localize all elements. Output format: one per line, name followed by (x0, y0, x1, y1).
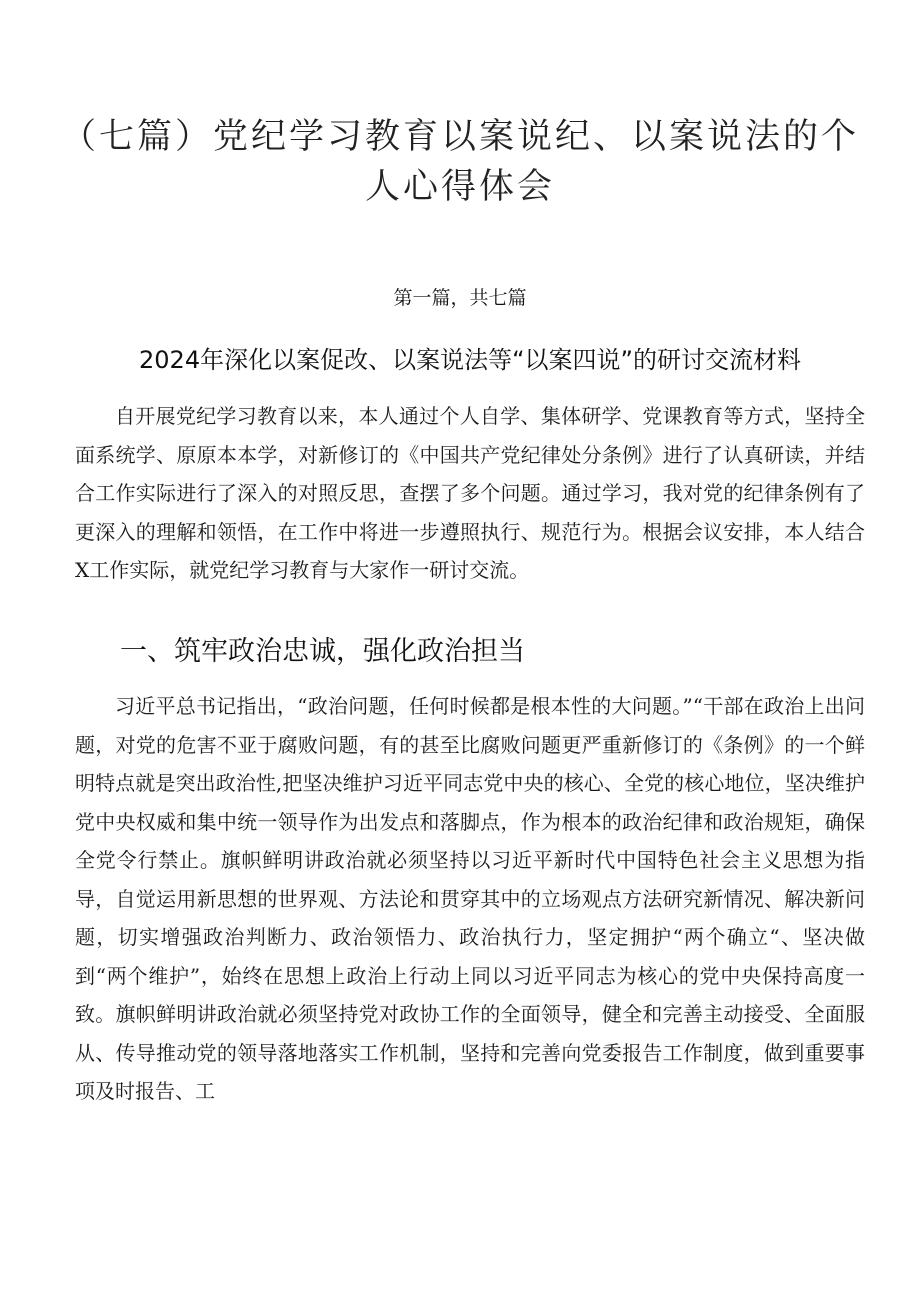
part-label: 第一篇，共七篇 (393, 287, 527, 309)
document-subtitle: 2024年深化以案促改、以案说法等“以案四说”的研讨交流材料 (139, 346, 801, 374)
section-paragraph: 习近平总书记指出，“政治问题，任何时候都是根本性的大问题。”“干部在政治上出问题，对党的危害不亚于腐败问题，有的甚至比腐败问题更严重新修订的《条例》的一个鲜明特点就是突出政治性,把坚决维护习近平同志党中央的核心、全党的核心地位，坚决维护党中央权威和集中统一领导作为出发点和落脚点，作为根本的政治纪律和政治规矩，确保全党令行禁止。旗帜鲜明讲政治就必须坚持以习近平新时代中国特色社会主义思想为指导，自觉运用新思想的世界观、方法论和贯穿其中的立场观点方法研究新情况、解决新问题，切实增强政治判断力、政治领悟力、政治执行力，坚定拥护“两个确立“、坚决做到“两个维护”，始终在思想上政治上行动上同以习近平同志为核心的党中央保持高度一致。旗帜鲜明讲政治就必须坚持党对政协工作的全面领导，健全和完善主动接受、全面服从、传导推动党的领导落地落实工作机制，坚持和完善向党委报告工作制度，做到重要事项及时报告、工 (75, 694, 865, 1103)
document-title: （七篇）党纪学习教育以案说纪、以案说法的个人心得体会 (60, 117, 859, 207)
section-heading: 一、筑牢政治忠诚，强化政治担当 (120, 636, 525, 667)
intro-paragraph: 自开展党纪学习教育以来，本人通过个人自学、集体研学、党课教育等方式，坚持全面系统学、原原本本学，对新修订的《中国共产党纪律处分条例》进行了认真研读，并结合工作实际进行了深入的对照反思，查摆了多个问题。通过学习，我对党的纪律条例有了更深入的理解和领悟，在工作中将进一步遵照执行、规范行为。根据会议安排，本人结合X工作实际，就党纪学习教育与大家作一研讨交流。 (75, 404, 865, 582)
